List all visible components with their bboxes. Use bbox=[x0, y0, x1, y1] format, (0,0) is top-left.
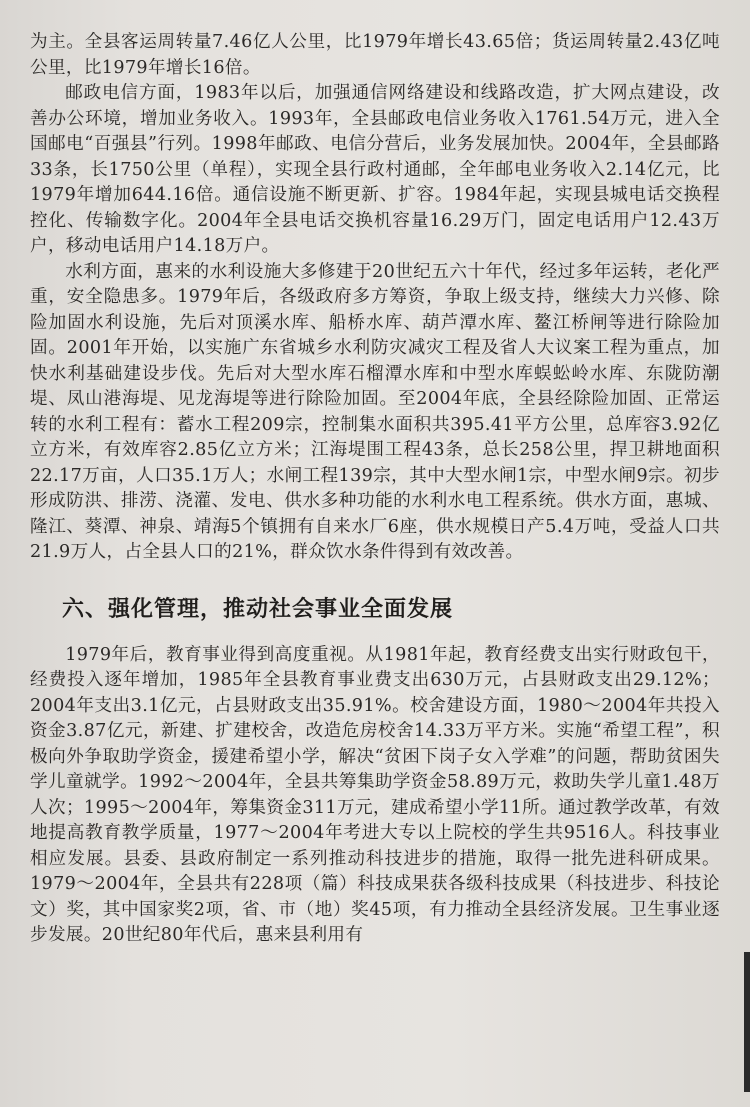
section-heading: 六、强化管理，推动社会事业全面发展 bbox=[62, 596, 454, 622]
paragraph-transport: 为主。全县客运周转量7.46亿人公里，比1979年增长43.65倍；货运周转量2.43亿吨公里，比1979年增长16倍。 bbox=[30, 32, 720, 78]
body-text-before bbox=[30, 30, 720, 566]
body-text-after bbox=[30, 643, 720, 949]
document-page bbox=[30, 30, 720, 949]
paragraph-education-science: 1979年后，教育事业得到高度重视。从1981年起，教育经费支出实行财政包干，经费投入逐年增加，1985年全县教育事业费支出630万元，占县财政支出29.12%；2004年支出3.1亿元，占县财政支出35.91%。校舍建设方面，1980～2004年共投入资金3.87亿元，新建、扩建校舍，改造危房校舍14.33万平方米。实施“希望工程”，积极向外争取助学资金，援建希望小学，解决“贫困下岗子女入学难”的问题，帮助贫困失学儿童就学。1992～2004年，全县共筹集助学资金58.89万元，救助失学儿童1.48万人次；1995～2004年，筹集资金311万元，建成希望小学11所。通过教学改革，有效地提高教育教学质量，1977～2004年考进大专以上院校的学生共9516人。科技事业相应发展。县委、县政府制定一系列推动科技进步的措施，取得一批先进科研成果。1979～2004年，全县共有228项（篇）科技成果获各级科技成果（科技进步、科技论文）奖，其中国家奖2项，省、市（地）奖45项，有力推动全县经济发展。卫生事业逐步发展。20世纪80年代后，惠来县利用有 bbox=[30, 644, 720, 945]
paragraph-post-telecom: 邮政电信方面，1983年以后，加强通信网络建设和线路改造，扩大网点建设，改善办公环境，增加业务收入。1993年，全县邮政电信业务收入1761.54万元，进入全国邮电“百强县”行列。1998年邮政、电信分营后，业务发展加快。2004年，全县邮路33条，长1750公里（单程），实现全县行政村通邮，全年邮电业务收入2.14亿元，比1979年增加644.16倍。通信设施不断更新、扩容。1984年起，实现县城电话交换程控化、传输数字化。2004年全县电话交换机容量16.29万门，固定电话用户12.43万户，移动电话用户14.18万户。 bbox=[30, 83, 720, 256]
paragraph-water-conservancy: 水利方面，惠来的水利设施大多修建于20世纪五六十年代，经过多年运转，老化严重，安全隐患多。1979年后，各级政府多方筹资，争取上级支持，继续大力兴修、除险加固水利设施，先后对顶溪水库、船桥水库、葫芦潭水库、鳌江桥闸等进行除险加固。2001年开始，以实施广东省城乡水利防灾减灾工程及省人大议案工程为重点，加快水利基础建设步伐。先后对大型水库石榴潭水库和中型水库蜈蚣岭水库、东陇防潮堤、凤山港海堤、见龙海堤等进行除险加固。至2004年底，全县经除险加固、正常运转的水利工程有：蓄水工程209宗，控制集水面积共395.41平方公里，总库容3.92亿立方米，有效库容2.85亿立方米；江海堤围工程43条，总长258公里，捍卫耕地面积22.17万亩，人口35.1万人；水闸工程139宗，其中大型水闸1宗，中型水闸9宗。初步形成防洪、排涝、浇灌、发电、供水多种功能的水利水电工程系统。供水方面，惠城、隆江、葵潭、神泉、靖海5个镇拥有自来水厂6座，供水规模日产5.4万吨，受益人口共21.9万人，占全县人口的21%，群众饮水条件得到有效改善。 bbox=[30, 261, 720, 562]
page-edge-tab bbox=[744, 952, 750, 1092]
